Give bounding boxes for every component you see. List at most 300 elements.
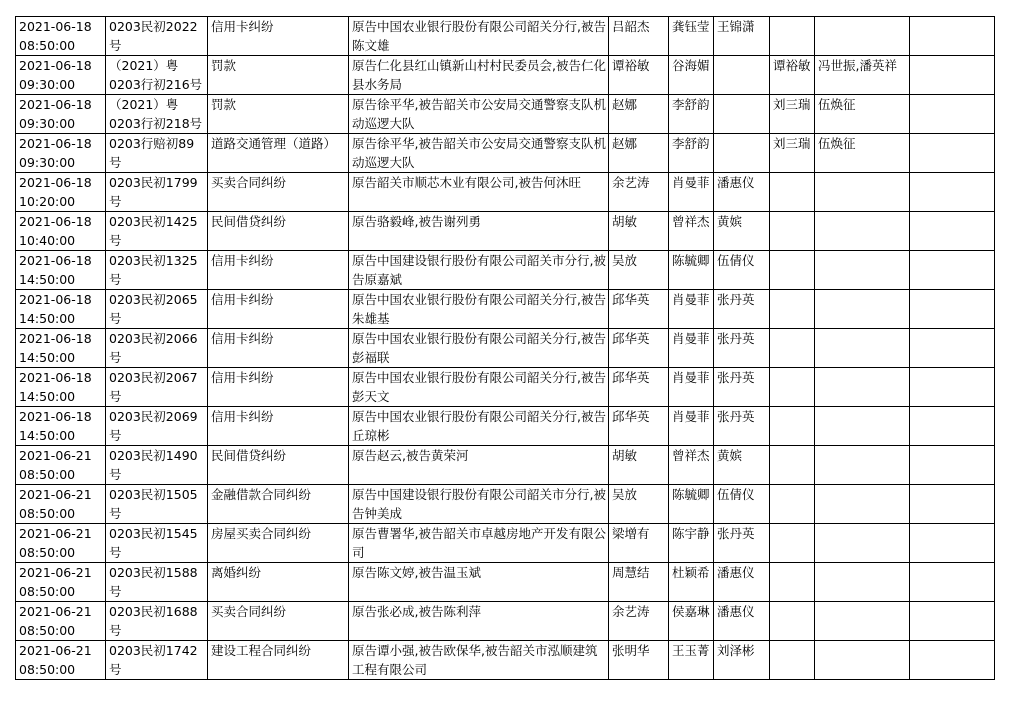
table-row — [16, 446, 995, 485]
case-number — [106, 641, 208, 680]
table-row — [16, 329, 995, 368]
case-cause-text: 离婚纠纷 — [211, 565, 262, 580]
hearing-datetime — [16, 446, 106, 485]
presiding-judge-text: 邱华英 — [612, 370, 650, 385]
jurors — [815, 485, 910, 524]
case-cause — [208, 563, 349, 602]
clerk — [669, 95, 714, 134]
extra-cell — [910, 368, 995, 407]
case-cause-text: 信用卡纠纷 — [211, 292, 274, 307]
panel-member-2 — [770, 251, 815, 290]
case-number-line1: （2021）粤 — [109, 58, 179, 73]
case-number-line1: 0203民初1490 — [109, 448, 198, 463]
case-number — [106, 563, 208, 602]
clerk-text: 陈毓卿 — [672, 253, 710, 268]
extra-cell — [910, 602, 995, 641]
case-number-line1: 0203民初2022 — [109, 19, 198, 34]
panel-member — [714, 17, 770, 56]
hearing-date: 2021-06-21 — [19, 448, 92, 463]
case-number — [106, 173, 208, 212]
case-number — [106, 485, 208, 524]
clerk — [669, 290, 714, 329]
hearing-date: 2021-06-21 — [19, 487, 92, 502]
panel-member — [714, 173, 770, 212]
extra-cell — [910, 563, 995, 602]
case-number-line1: 0203民初2069 — [109, 409, 198, 424]
clerk — [669, 524, 714, 563]
hearing-datetime — [16, 95, 106, 134]
case-cause — [208, 329, 349, 368]
presiding-judge-text: 张明华 — [612, 643, 650, 658]
extra-cell — [910, 485, 995, 524]
panel-member-text: 潘惠仪 — [717, 565, 755, 580]
panel-member — [714, 368, 770, 407]
presiding-judge — [609, 134, 669, 173]
panel-member-text: 张丹英 — [717, 370, 755, 385]
presiding-judge — [609, 251, 669, 290]
clerk — [669, 251, 714, 290]
table-row — [16, 602, 995, 641]
hearing-time: 14:50:00 — [19, 389, 76, 404]
clerk-text: 李舒韵 — [672, 136, 710, 151]
jurors-text: 冯世振,潘英祥 — [818, 58, 897, 73]
panel-member — [714, 95, 770, 134]
extra-cell — [910, 134, 995, 173]
panel-member-text: 张丹英 — [717, 409, 755, 424]
case-number-line1: 0203民初1425 — [109, 214, 198, 229]
case-parties: 原告骆毅峰,被告谢列勇 — [349, 212, 609, 251]
case-number — [106, 446, 208, 485]
case-cause — [208, 17, 349, 56]
case-number-line2: 号 — [109, 662, 122, 677]
extra-cell — [910, 329, 995, 368]
hearing-date: 2021-06-21 — [19, 604, 92, 619]
case-cause-text: 信用卡纠纷 — [211, 19, 274, 34]
case-cause-text: 信用卡纠纷 — [211, 409, 274, 424]
case-cause — [208, 641, 349, 680]
panel-member-2 — [770, 173, 815, 212]
jurors — [815, 407, 910, 446]
presiding-judge — [609, 485, 669, 524]
panel-member-2 — [770, 290, 815, 329]
hearing-time: 09:30:00 — [19, 77, 76, 92]
table-row — [16, 407, 995, 446]
case-number-line1: 0203民初1505 — [109, 487, 198, 502]
case-cause — [208, 446, 349, 485]
panel-member — [714, 134, 770, 173]
case-parties: 原告仁化县红山镇新山村村民委员会,被告仁化县水务局 — [349, 56, 609, 95]
jurors — [815, 602, 910, 641]
panel-member-text: 伍倩仪 — [717, 253, 755, 268]
case-parties: 原告张必成,被告陈利萍 — [349, 602, 609, 641]
table-row — [16, 563, 995, 602]
presiding-judge-text: 吴放 — [612, 487, 638, 502]
panel-member — [714, 485, 770, 524]
case-number-line1: （2021）粤 — [109, 97, 179, 112]
case-number-line2: 号 — [109, 194, 122, 209]
extra-cell — [910, 641, 995, 680]
extra-cell — [910, 407, 995, 446]
case-number — [106, 134, 208, 173]
clerk — [669, 368, 714, 407]
panel-member-2-text: 刘三瑞 — [773, 136, 811, 151]
case-parties: 原告陈文婷,被告温玉斌 — [349, 563, 609, 602]
case-cause-text: 信用卡纠纷 — [211, 253, 274, 268]
case-number — [106, 251, 208, 290]
hearing-datetime — [16, 290, 106, 329]
case-number-line2: 号 — [109, 467, 122, 482]
panel-member-2 — [770, 602, 815, 641]
hearing-datetime — [16, 524, 106, 563]
case-cause-text: 买卖合同纠纷 — [211, 604, 287, 619]
hearing-date: 2021-06-18 — [19, 136, 92, 151]
hearing-time: 10:20:00 — [19, 194, 76, 209]
case-parties: 原告中国农业银行股份有限公司韶关分行,被告陈文雄 — [349, 17, 609, 56]
case-number-line2: 号 — [109, 350, 122, 365]
case-parties: 原告中国农业银行股份有限公司韶关分行,被告彭福联 — [349, 329, 609, 368]
case-cause-text: 信用卡纠纷 — [211, 331, 274, 346]
jurors — [815, 95, 910, 134]
panel-member-text: 刘泽彬 — [717, 643, 755, 658]
panel-member-text: 潘惠仪 — [717, 604, 755, 619]
clerk — [669, 134, 714, 173]
clerk-text: 杜颖希 — [672, 565, 710, 580]
hearing-date: 2021-06-21 — [19, 643, 92, 658]
case-number-line1: 0203民初1588 — [109, 565, 198, 580]
hearing-datetime — [16, 602, 106, 641]
hearing-date: 2021-06-18 — [19, 214, 92, 229]
hearing-time: 09:30:00 — [19, 155, 76, 170]
case-cause — [208, 602, 349, 641]
case-cause — [208, 407, 349, 446]
case-parties: 原告徐平华,被告韶关市公安局交通警察支队机动巡逻大队 — [349, 95, 609, 134]
panel-member-2 — [770, 446, 815, 485]
case-number-line1: 0203行赔初89 — [109, 136, 195, 151]
table-row — [16, 212, 995, 251]
case-number-line1: 0203民初1799 — [109, 175, 198, 190]
case-parties: 原告中国农业银行股份有限公司韶关分行,被告彭天文 — [349, 368, 609, 407]
hearing-date: 2021-06-18 — [19, 292, 92, 307]
panel-member-2 — [770, 329, 815, 368]
case-cause — [208, 524, 349, 563]
table-row — [16, 368, 995, 407]
clerk-text: 龚钰莹 — [672, 19, 710, 34]
jurors — [815, 524, 910, 563]
hearing-time: 09:30:00 — [19, 116, 76, 131]
panel-member-2 — [770, 212, 815, 251]
presiding-judge — [609, 368, 669, 407]
clerk-text: 李舒韵 — [672, 97, 710, 112]
case-number-line2: 号 — [109, 155, 122, 170]
jurors — [815, 329, 910, 368]
presiding-judge — [609, 95, 669, 134]
panel-member — [714, 407, 770, 446]
panel-member — [714, 563, 770, 602]
presiding-judge — [609, 524, 669, 563]
case-number-line1: 0203民初1545 — [109, 526, 198, 541]
presiding-judge-text: 胡敏 — [612, 214, 638, 229]
case-number-line1: 0203民初2066 — [109, 331, 198, 346]
panel-member-2 — [770, 524, 815, 563]
case-number-line2: 号 — [109, 389, 122, 404]
hearing-date: 2021-06-18 — [19, 370, 92, 385]
case-cause-text: 罚款 — [211, 58, 237, 73]
clerk — [669, 602, 714, 641]
panel-member-text: 伍倩仪 — [717, 487, 755, 502]
table-row — [16, 485, 995, 524]
panel-member-text: 张丹英 — [717, 292, 755, 307]
table-row — [16, 524, 995, 563]
hearing-time: 08:50:00 — [19, 545, 76, 560]
hearing-date: 2021-06-18 — [19, 409, 92, 424]
case-cause — [208, 134, 349, 173]
table-row — [16, 173, 995, 212]
extra-cell — [910, 212, 995, 251]
jurors — [815, 251, 910, 290]
case-parties: 原告韶关市顺芯木业有限公司,被告何沐旺 — [349, 173, 609, 212]
hearing-datetime — [16, 212, 106, 251]
case-cause — [208, 95, 349, 134]
clerk-text: 陈毓卿 — [672, 487, 710, 502]
presiding-judge — [609, 290, 669, 329]
case-parties: 原告曹署华,被告韶关市卓越房地产开发有限公司 — [349, 524, 609, 563]
panel-member-2 — [770, 17, 815, 56]
clerk — [669, 407, 714, 446]
presiding-judge-text: 邱华英 — [612, 292, 650, 307]
clerk — [669, 56, 714, 95]
hearing-date: 2021-06-21 — [19, 565, 92, 580]
panel-member — [714, 251, 770, 290]
presiding-judge — [609, 212, 669, 251]
hearing-time: 08:50:00 — [19, 506, 76, 521]
hearing-date: 2021-06-18 — [19, 331, 92, 346]
presiding-judge-text: 赵娜 — [612, 97, 638, 112]
panel-member-text: 黄嫔 — [717, 214, 743, 229]
presiding-judge-text: 余艺涛 — [612, 175, 650, 190]
table-row — [16, 17, 995, 56]
case-number-line2: 号 — [109, 506, 122, 521]
presiding-judge — [609, 563, 669, 602]
panel-member-2 — [770, 563, 815, 602]
case-number — [106, 290, 208, 329]
panel-member-text: 潘惠仪 — [717, 175, 755, 190]
hearing-datetime — [16, 17, 106, 56]
case-cause — [208, 251, 349, 290]
hearing-datetime — [16, 563, 106, 602]
case-cause-text: 道路交通管理（道路） — [211, 136, 337, 151]
jurors-text: 伍焕征 — [818, 97, 856, 112]
case-parties: 原告徐平华,被告韶关市公安局交通警察支队机动巡逻大队 — [349, 134, 609, 173]
panel-member-2 — [770, 134, 815, 173]
presiding-judge-text: 吕韶杰 — [612, 19, 650, 34]
case-number — [106, 524, 208, 563]
presiding-judge-text: 邱华英 — [612, 409, 650, 424]
case-number — [106, 602, 208, 641]
presiding-judge — [609, 56, 669, 95]
case-cause — [208, 212, 349, 251]
clerk-text: 肖曼菲 — [672, 409, 710, 424]
jurors — [815, 212, 910, 251]
case-number — [106, 407, 208, 446]
presiding-judge — [609, 173, 669, 212]
panel-member — [714, 290, 770, 329]
jurors — [815, 563, 910, 602]
hearing-time: 14:50:00 — [19, 272, 76, 287]
jurors — [815, 134, 910, 173]
clerk-text: 谷海媚 — [672, 58, 710, 73]
panel-member-2 — [770, 368, 815, 407]
case-number-line2: 号 — [109, 428, 122, 443]
case-number — [106, 17, 208, 56]
panel-member — [714, 56, 770, 95]
hearing-datetime — [16, 485, 106, 524]
case-number-line2: 号 — [109, 272, 122, 287]
panel-member — [714, 524, 770, 563]
panel-member-text: 张丹英 — [717, 331, 755, 346]
panel-member-2-text: 刘三瑞 — [773, 97, 811, 112]
panel-member — [714, 602, 770, 641]
hearing-time: 14:50:00 — [19, 350, 76, 365]
case-number-line1: 0203民初2065 — [109, 292, 198, 307]
hearing-time: 08:50:00 — [19, 584, 76, 599]
case-number-line2: 号 — [109, 311, 122, 326]
case-cause-text: 民间借贷纠纷 — [211, 448, 287, 463]
case-number — [106, 212, 208, 251]
case-number — [106, 329, 208, 368]
table-row — [16, 56, 995, 95]
panel-member-2 — [770, 407, 815, 446]
extra-cell — [910, 446, 995, 485]
case-number-line2: 号 — [109, 38, 122, 53]
panel-member-2 — [770, 95, 815, 134]
jurors-text: 伍焕征 — [818, 136, 856, 151]
hearing-date: 2021-06-18 — [19, 19, 92, 34]
panel-member-2 — [770, 485, 815, 524]
clerk — [669, 641, 714, 680]
case-number-line2: 号 — [109, 623, 122, 638]
hearing-time: 14:50:00 — [19, 428, 76, 443]
case-cause — [208, 485, 349, 524]
jurors — [815, 290, 910, 329]
case-cause — [208, 368, 349, 407]
panel-member-2 — [770, 56, 815, 95]
case-cause — [208, 173, 349, 212]
table-row — [16, 251, 995, 290]
extra-cell — [910, 173, 995, 212]
extra-cell — [910, 290, 995, 329]
hearing-time: 10:40:00 — [19, 233, 76, 248]
jurors — [815, 641, 910, 680]
clerk-text: 王玉菁 — [672, 643, 710, 658]
case-cause-text: 房屋买卖合同纠纷 — [211, 526, 312, 541]
case-cause-text: 罚款 — [211, 97, 237, 112]
presiding-judge — [609, 17, 669, 56]
panel-member — [714, 641, 770, 680]
clerk — [669, 173, 714, 212]
jurors — [815, 368, 910, 407]
extra-cell — [910, 56, 995, 95]
presiding-judge — [609, 446, 669, 485]
clerk — [669, 17, 714, 56]
clerk-text: 侯嘉琳 — [672, 604, 710, 619]
hearing-datetime — [16, 134, 106, 173]
jurors — [815, 17, 910, 56]
presiding-judge — [609, 329, 669, 368]
case-number-line1: 0203民初2067 — [109, 370, 198, 385]
hearing-schedule-table — [15, 16, 995, 680]
extra-cell — [910, 17, 995, 56]
case-parties: 原告中国农业银行股份有限公司韶关分行,被告朱雄基 — [349, 290, 609, 329]
hearing-datetime — [16, 368, 106, 407]
presiding-judge-text: 余艺涛 — [612, 604, 650, 619]
case-cause-text: 民间借贷纠纷 — [211, 214, 287, 229]
case-number-line2: 0203行初218号 — [109, 116, 203, 131]
case-cause — [208, 290, 349, 329]
panel-member-2 — [770, 641, 815, 680]
clerk — [669, 563, 714, 602]
case-parties: 原告中国建设银行股份有限公司韶关市分行,被告原嘉斌 — [349, 251, 609, 290]
extra-cell — [910, 524, 995, 563]
case-number-line1: 0203民初1688 — [109, 604, 198, 619]
presiding-judge-text: 周慧结 — [612, 565, 650, 580]
panel-member-2-text: 谭裕敏 — [773, 58, 811, 73]
hearing-datetime — [16, 329, 106, 368]
extra-cell — [910, 95, 995, 134]
clerk-text: 曾祥杰 — [672, 214, 710, 229]
case-number-line1: 0203民初1742 — [109, 643, 198, 658]
presiding-judge-text: 赵娜 — [612, 136, 638, 151]
case-cause-text: 信用卡纠纷 — [211, 370, 274, 385]
panel-member — [714, 446, 770, 485]
hearing-datetime — [16, 641, 106, 680]
jurors — [815, 56, 910, 95]
clerk-text: 肖曼菲 — [672, 370, 710, 385]
hearing-date: 2021-06-18 — [19, 58, 92, 73]
case-number-line2: 号 — [109, 233, 122, 248]
presiding-judge — [609, 407, 669, 446]
case-parties: 原告中国建设银行股份有限公司韶关市分行,被告钟美成 — [349, 485, 609, 524]
presiding-judge-text: 邱华英 — [612, 331, 650, 346]
presiding-judge-text: 梁增有 — [612, 526, 650, 541]
extra-cell — [910, 251, 995, 290]
table-row — [16, 134, 995, 173]
clerk-text: 肖曼菲 — [672, 331, 710, 346]
clerk — [669, 329, 714, 368]
case-number — [106, 95, 208, 134]
case-number — [106, 56, 208, 95]
table-row — [16, 641, 995, 680]
clerk-text: 肖曼菲 — [672, 292, 710, 307]
clerk-text: 陈宇静 — [672, 526, 710, 541]
case-parties: 原告中国农业银行股份有限公司韶关分行,被告丘琼彬 — [349, 407, 609, 446]
hearing-time: 08:50:00 — [19, 662, 76, 677]
case-number — [106, 368, 208, 407]
presiding-judge-text: 吴放 — [612, 253, 638, 268]
hearing-time: 08:50:00 — [19, 467, 76, 482]
hearing-date: 2021-06-21 — [19, 526, 92, 541]
presiding-judge — [609, 641, 669, 680]
case-number-line1: 0203民初1325 — [109, 253, 198, 268]
presiding-judge-text: 胡敏 — [612, 448, 638, 463]
jurors — [815, 173, 910, 212]
presiding-judge-text: 谭裕敏 — [612, 58, 650, 73]
hearing-date: 2021-06-18 — [19, 175, 92, 190]
table-row — [16, 290, 995, 329]
hearing-time: 08:50:00 — [19, 623, 76, 638]
panel-member-text: 张丹英 — [717, 526, 755, 541]
clerk — [669, 212, 714, 251]
case-parties: 原告赵云,被告黄荣河 — [349, 446, 609, 485]
